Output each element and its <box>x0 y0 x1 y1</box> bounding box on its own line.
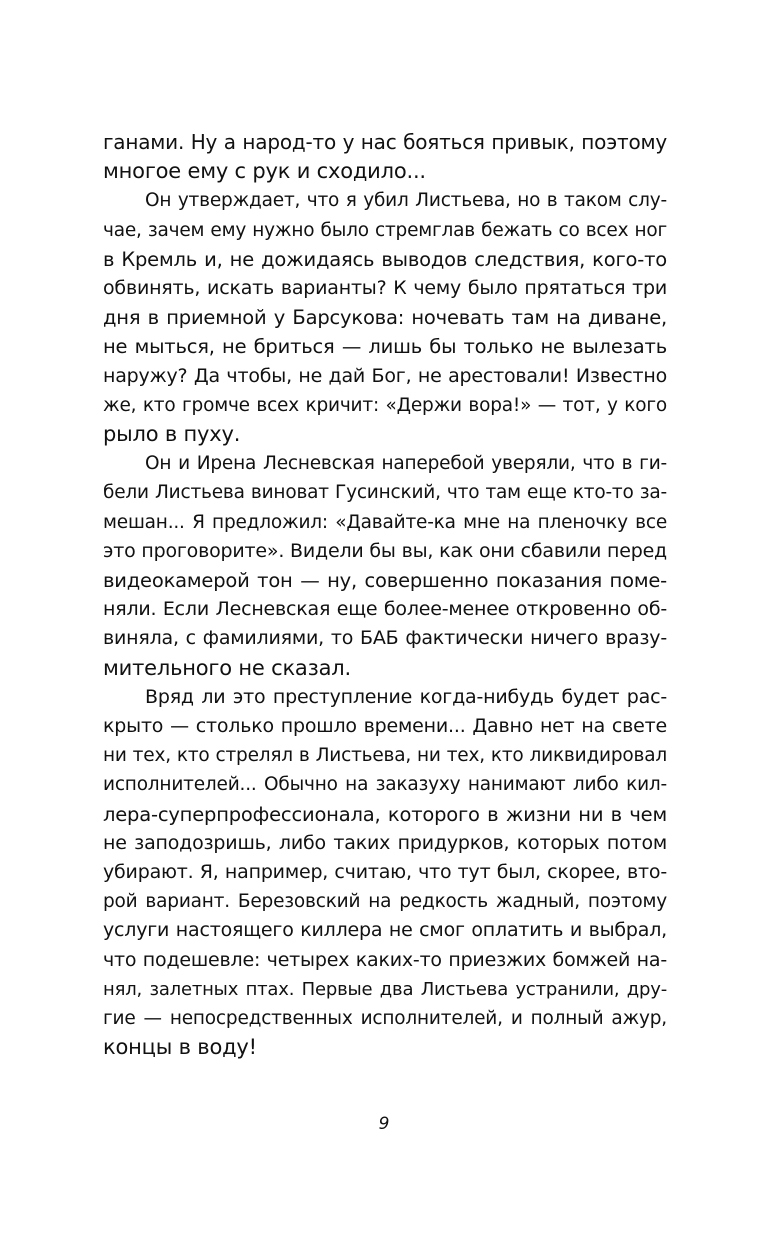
text-line: гие — непосредственных исполнителей, и полный ажур, <box>103 1008 667 1030</box>
text-line: убирают. Я, например, считаю, что тут был, скорее, вто- <box>103 861 667 884</box>
page-number: 9 <box>378 1114 390 1134</box>
text-line: не заподозришь, либо таких придурков, которых потом <box>103 831 667 854</box>
text-line: это проговорите». Видели бы вы, как они сбавили перед <box>103 539 667 562</box>
text-line: в Кремль и, не дожидаясь выводов следствия, кого-то <box>103 247 667 271</box>
paragraph <box>103 186 667 449</box>
text-line: концы в воду! <box>103 1035 257 1060</box>
text-line: ни тех, кто стрелял в Листьева, ни тех, кто ликвидировал <box>103 745 667 767</box>
text-line: исполнителей... Обычно на заказуху нанимают либо кил- <box>103 774 667 796</box>
text-line: что подешевле: четырех каких-то приезжих бомжей на- <box>103 948 667 971</box>
text-line: Он утверждает, что я убил Листьева, но в таком слу- <box>145 190 667 212</box>
text-line: многое ему с рук и сходило... <box>103 159 426 184</box>
paragraph <box>103 128 667 186</box>
paragraph <box>103 683 667 1063</box>
text-line: лера-суперпрофессионала, которого в жизни ни в чем <box>103 802 667 826</box>
paragraph <box>103 449 667 683</box>
text-line: услуги настоящего киллера не смог оплатить и выбрал, <box>103 919 667 942</box>
text-line: ганами. Ну а народ-то у нас бояться привык, поэтому <box>103 130 667 154</box>
text-line: крыто — столько прошло времени... Давно нет на свете <box>103 715 667 738</box>
text-line: мительного не сказал. <box>103 655 351 680</box>
body-text <box>103 128 667 1063</box>
text-line: рой вариант. Березовский на редкость жадный, поэтому <box>103 891 667 913</box>
text-line: наружу? Да чтобы, не дай Бог, не арестовали! Известно <box>103 364 667 387</box>
text-line: няли. Если Лесневская еще более-менее откровенно об- <box>103 598 667 621</box>
text-line: виняла, с фамилиями, то БАБ фактически ничего вразу- <box>103 627 667 650</box>
text-line: нял, залетных птах. Первые два Листьева устранили, дру- <box>103 978 667 1000</box>
text-line: рыло в пуху. <box>103 422 241 447</box>
text-line: Вряд ли это преступление когда-нибудь будет рас- <box>145 685 667 708</box>
text-line: дня в приемной у Барсукова: ночевать там на диване, <box>103 306 667 330</box>
text-line: видеокамерой тон — ну, совершенно показания поме- <box>103 569 667 593</box>
text-line: бели Листьева виноват Гусинский, что там еще кто-то за- <box>103 482 667 504</box>
text-line: Он и Ирена Лесневская наперебой уверяли, что в ги- <box>145 453 667 475</box>
text-line: чае, зачем ему нужно было стремглав бежать со всех ног <box>103 219 667 241</box>
text-line: не мыться, не бриться — лишь бы только не вылезать <box>103 335 667 359</box>
text-line: обвинять, искать варианты? К чему было прятаться три <box>103 277 667 300</box>
text-line: мешан... Я предложил: «Давайте-ка мне на пленочку все <box>103 511 667 533</box>
text-line: же, кто громче всех кричит: «Держи вора!» — тот, у кого <box>103 394 667 416</box>
